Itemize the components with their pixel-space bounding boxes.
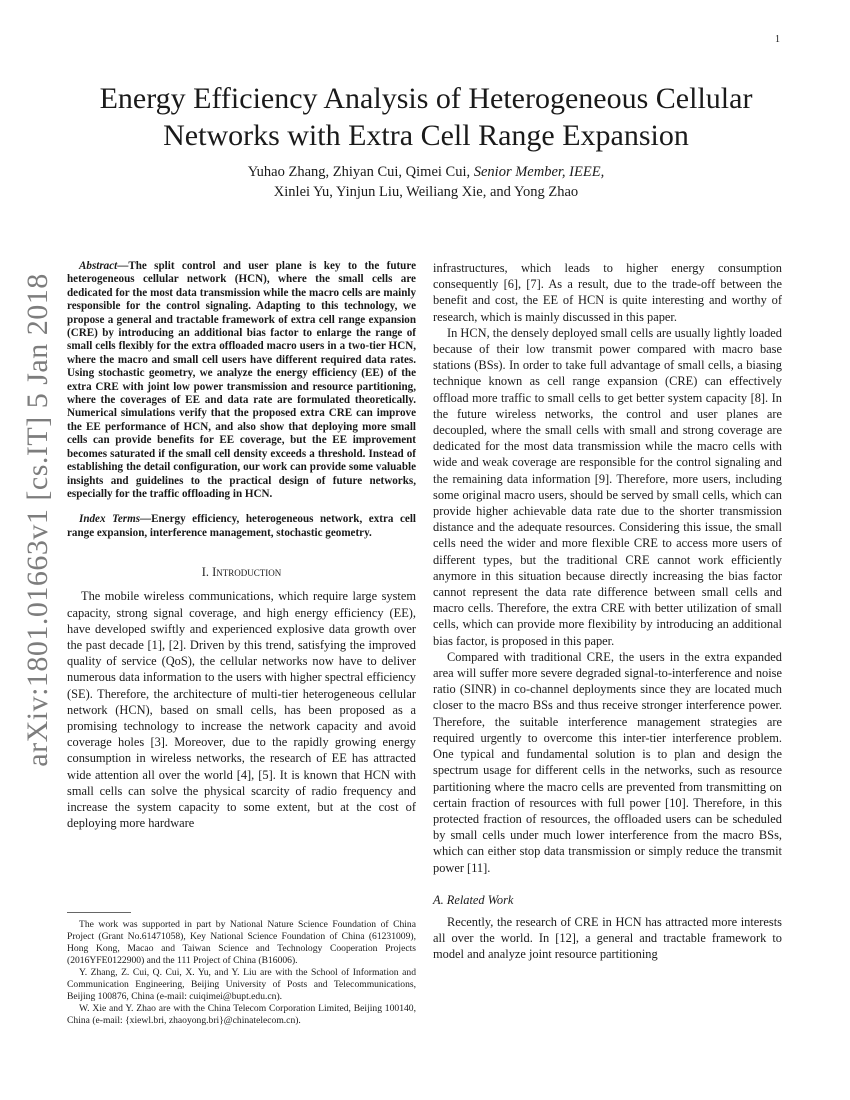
left-column [67,260,416,831]
footnotes [67,912,416,1027]
page-number: 1 [775,34,780,45]
intro-paragraph-3: Compared with traditional CRE, the users in the extra expanded area will suffer more severe degraded signal-to-interference and noise ratio (SINR) in co-channel deployments since they are located much closer to the macro BSs and thus receive stronger interference power. Therefore, the suitable interference management strategies are required urgently to overcome this inter-tier interference problem. One typical and fundamental solution is to plan and design the spectrum usage for different cells in the networks, such as resource partitioning where the macro cells are prevented from transmitting on certain fraction of resources with full power [10]. Therefore, in this protected fraction of resources, the offloaded users can be scheduled by small cells under much lower interference from the macro BSs, which can either stop data transmission or simply reduce the transmit power [11]. [433,649,782,875]
related-work-paragraph-1: Recently, the research of CRE in HCN has attracted more interests all over the world. In [12], a general and tractable framework to model and analyze joint resource partitioning [433,914,782,962]
author-line-1 [60,162,792,182]
author-role: Senior Member, IEEE, [473,164,605,180]
section-heading-introduction [67,564,416,580]
right-column [433,260,782,963]
author-block [60,162,792,202]
paper-title: Energy Efficiency Analysis of Heterogeneous Cellular Networks with Extra Cell Range Expansion [99,82,753,152]
arxiv-side-stamp [21,273,54,767]
abstract [67,260,416,501]
abstract-lead: Abstract [79,260,118,272]
index-terms-text: —Energy efficiency, heterogeneous network, extra cell range expansion, interference management, stochastic geometry. [67,513,416,539]
intro-paragraph-2: In HCN, the densely deployed small cells are usually lightly loaded because of their low transmit power compared with macro base stations (BSs). In order to take full advantage of small cells, a biasing technique known as cell range expansion (CRE) can effectively offload more traffic to small cells to get better system capacity [8]. In the future wireless networks, the control and user planes are decoupled, where the small cells with small and strong coverage are dedicated for the most data transmission while the macro cells with wide and weak coverage are responsible for the control signaling and the remaining data information [9]. Therefore, more users, including some original macro users, should be served by small cells, which can provide higher achievable data rate due to the shorter transmission distance and the adequate resources. Considering this issue, the small cells need the wider and more flexible CRE to access more users of different types, but the traditional CRE cannot work efficiently anymore in this situation because directly increasing the bias factor cannot represent the data rate difference between small cells and macro cells. Therefore, the extra CRE with better utilization of small cells, which can provide more flexibility by introducing an additional bias factor, is proposed in this paper. [433,325,782,648]
footnote-affiliation-bupt: Y. Zhang, Z. Cui, Q. Cui, X. Yu, and Y. Liu are with the School of Information and Communication Engineering, Beijing University of Posts and Telecommunications, Beijing 100876, China (e-mail: cuiqimei@bupt.edu.cn). [67,967,416,1002]
arxiv-identifier: arXiv:1801.01663v1 [cs.IT] 5 Jan 2018 [21,273,54,767]
section-title: Introduction [212,565,282,580]
index-terms [67,513,416,540]
index-terms-lead: Index Terms [79,513,141,526]
footnote-divider [67,912,131,913]
footnote-affiliation-china-telecom: W. Xie and Y. Zhao are with the China Telecom Corporation Limited, Beijing 100140, China (e-mail: {xiewl.bri, zhaoyong.bri}@chinatelecom.cn). [67,1003,416,1026]
intro-paragraph-1: The mobile wireless communications, which require large system capacity, strong signal coverage, and high energy efficiency (EE), have developed swiftly and experienced explosive data growth over the past decade [1], [2]. Driven by this trend, satisfying the improved quality of service (QoS), the cellular networks now have to deliver numerous data information to the users with higher spectral efficiency (SE). Therefore, the architecture of multi-tier heterogeneous cellular network (HCN), based on small cells, has been proposed as a promising technology to increase the network capacity and avoid coverage holes [3]. Moreover, due to the rapidly growing energy consumption in wireless networks, the research of EE has attracted wide attention all over the world [4], [5]. It is known that HCN with small cells can solve the physical scarcity of radio frequency and increase the system capacity to some extent, but at the cost of deploying more hardware [67,589,416,831]
abstract-text: —The split control and user plane is key to the future heterogeneous cellular network (HCN), where the small cells are dedicated for the most data transmission while the macro cells are mainly responsible for the control signaling. Adapting to this technology, we propose a general and tractable framework of extra cell range expansion (CRE) by introducing an additional bias factor to enlarge the range of small cells flexibly for the extra offloaded macro users in a two-tier HCN, where the macro and small cell users have different required data rates. Using stochastic geometry, we analyze the energy efficiency (EE) of the extra CRE with joint low power transmission and resource partitioning, where the coverages of EE and data rate are formulated theoretically. Numerical simulations verify that the proposed extra CRE can improve the EE performance of HCN, and also show that deploying more small cells can provide benefits for EE coverage, but the EE improvement becomes saturated if the small cell density exceeds a threshold. Instead of establishing the detail configuration, our work can provide some valuable insights and guidelines to the practical design of future networks, especially for the traffic offloading in HCN. [67,260,416,500]
subsection-heading-related-work: A. Related Work [433,892,514,907]
author-line-2: Xinlei Yu, Yinjun Liu, Weiliang Xie, and Yong Zhao [273,184,579,200]
author-names-1: Yuhao Zhang, Zhiyan Cui, Qimei Cui, [247,164,474,180]
section-number: I. [201,565,213,580]
footnote-funding: The work was supported in part by National Nature Science Foundation of China Project (Grant No.61471058), Key National Science Foundation of China (61231009), Hong Kong, Macao and Taiwan Science and Technology Cooperation Projects (2016YFE0122900) and the 111 Project of China (B16006). [67,919,416,966]
intro-paragraph-continuation: infrastructures, which leads to higher energy consumption consequently [6], [7]. As a result, due to the trade-off between the benefit and cost, the EE of HCN is quite interesting and worthy of research, which is mainly discussed in this paper. [433,261,782,324]
